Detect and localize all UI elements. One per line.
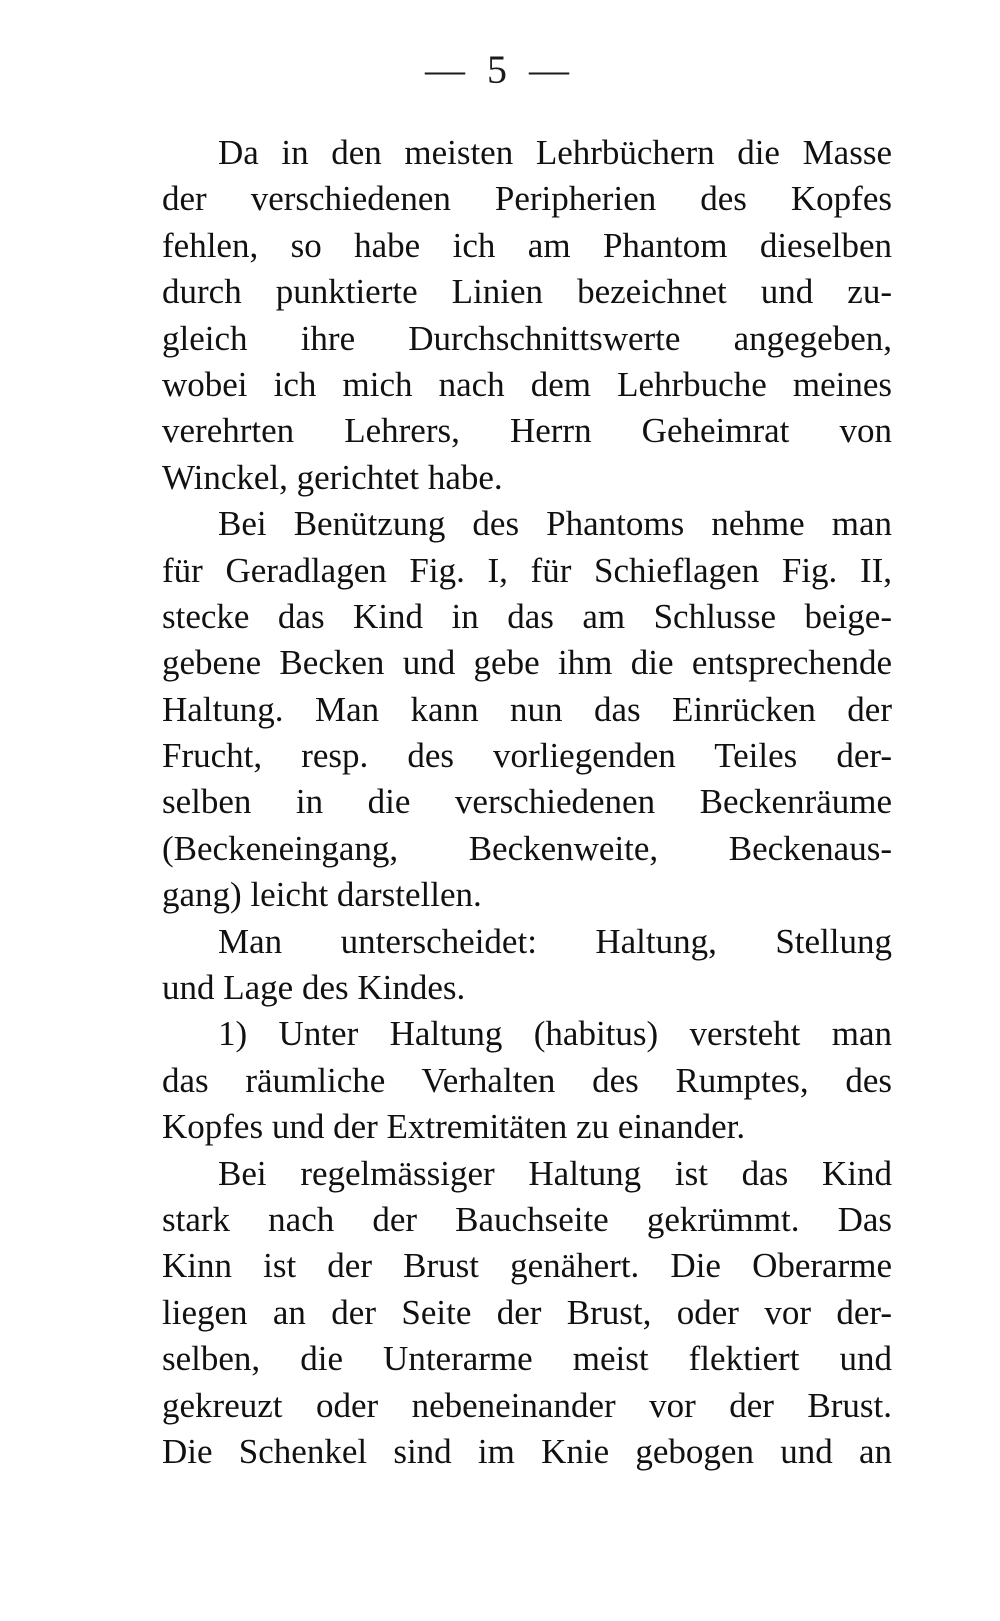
paragraph-4 <box>162 1011 892 1150</box>
text-line: Kinn ist der Brust genähert. Die Oberarme <box>162 1246 892 1286</box>
text-line: selben in die verschiedenen Beckenräume <box>162 782 892 822</box>
text-line: wobei ich mich nach dem Lehrbuche meines <box>162 364 892 404</box>
text-line: das räumliche Verhalten des Rumptes, des <box>162 1060 892 1100</box>
text-line: 1) Unter Haltung (habitus) versteht man <box>218 1014 892 1054</box>
text-line: gang) leicht darstellen. <box>162 875 482 915</box>
text-line: Bei Benützung des Phantoms nehme man <box>218 504 892 544</box>
text-line: für Geradlagen Fig. I, für Schieflagen Fig. II, <box>162 550 892 590</box>
text-line: selben, die Unterarme meist flektiert und <box>162 1339 892 1379</box>
text-line: (Beckeneingang, Beckenweite, Beckenaus- <box>162 828 892 868</box>
text-line: Man unterscheidet: Haltung, Stellung <box>218 921 892 961</box>
text-line: Bei regelmässiger Haltung ist das Kind <box>218 1153 892 1193</box>
text-line: Frucht, resp. des vorliegenden Teiles der- <box>162 736 892 776</box>
text-line: liegen an der Seite der Brust, oder vor der- <box>162 1292 892 1332</box>
text-line: Kopfes und der Extremitäten zu einander. <box>162 1107 746 1147</box>
paragraph-3 <box>162 919 892 1012</box>
text-line: fehlen, so habe ich am Phantom dieselben <box>162 225 892 265</box>
text-line: gebene Becken und gebe ihm die entsprechende <box>162 643 892 683</box>
text-line: gekreuzt oder nebeneinander vor der Brust. <box>162 1385 892 1425</box>
page-body <box>162 130 892 1475</box>
paragraph-1 <box>162 130 892 501</box>
text-line: gleich ihre Durchschnittswerte angegeben, <box>162 318 892 358</box>
text-line: Winckel, gerichtet habe. <box>162 457 503 497</box>
text-line: Die Schenkel sind im Knie gebogen und an <box>162 1431 892 1471</box>
text-line: und Lage des Kindes. <box>162 968 466 1008</box>
text-line: Da in den meisten Lehrbüchern die Masse <box>218 133 892 172</box>
text-line: stecke das Kind in das am Schlusse beige- <box>162 596 892 636</box>
text-line: der verschiedenen Peripherien des Kopfes <box>162 179 892 219</box>
paragraph-2 <box>162 501 892 919</box>
paragraph-5 <box>162 1151 892 1476</box>
text-line: Haltung. Man kann nun das Einrücken der <box>162 689 892 729</box>
page-number: — 5 — <box>425 47 575 92</box>
text-line: durch punktierte Linien bezeichnet und zu- <box>162 272 892 312</box>
text-line: verehrten Lehrers, Herrn Geheimrat von <box>162 411 892 451</box>
text-line: stark nach der Bauchseite gekrümmt. Das <box>162 1199 892 1239</box>
